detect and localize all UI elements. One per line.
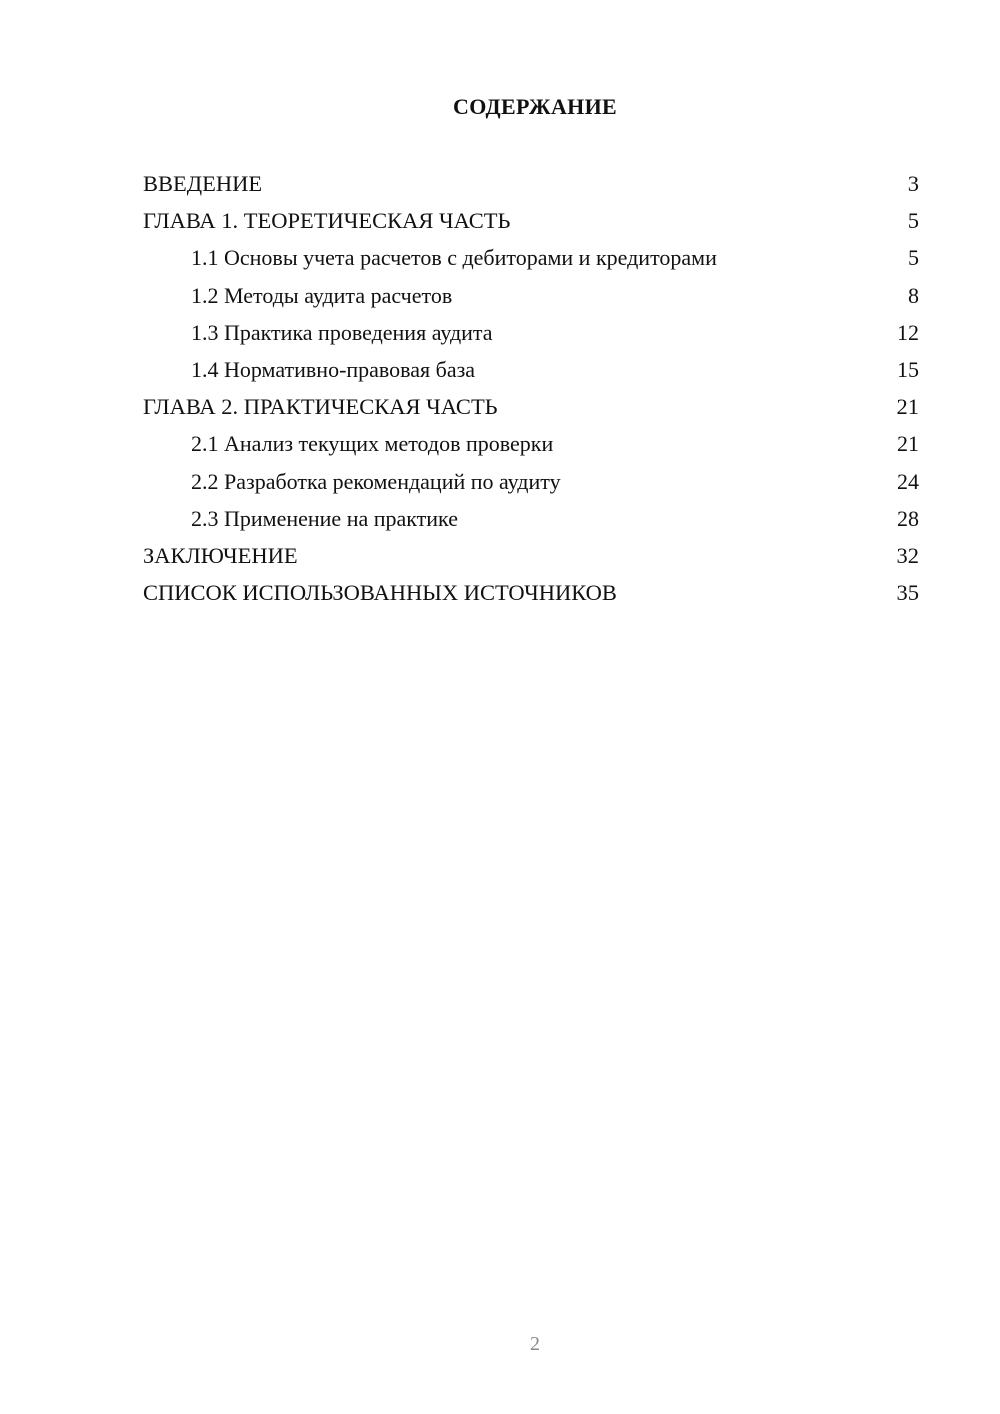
toc-entry-label: 2.3 Применение на практике <box>191 505 458 531</box>
toc-entry-label: ГЛАВА 2. ПРАКТИЧЕСКАЯ ЧАСТЬ <box>143 394 498 420</box>
toc-entry-page: 15 <box>897 356 919 382</box>
toc-entry-page: 12 <box>897 319 919 345</box>
toc-entry-references[interactable] <box>143 574 919 611</box>
toc-entry-label: 1.3 Практика проведения аудита <box>191 319 493 345</box>
toc-entry-section-1-4[interactable] <box>143 351 919 388</box>
toc-entry-section-1-1[interactable] <box>143 239 919 276</box>
toc-entry-page: 5 <box>908 245 919 271</box>
toc-entry-section-2-1[interactable] <box>143 425 919 462</box>
toc-entry-page: 21 <box>896 394 919 420</box>
toc-entry-section-1-2[interactable] <box>143 277 919 314</box>
toc-entry-section-2-3[interactable] <box>143 500 919 537</box>
page-number: 2 <box>530 1333 540 1355</box>
toc-entry-label: СПИСОК ИСПОЛЬЗОВАННЫХ ИСТОЧНИКОВ <box>143 580 617 606</box>
toc-entry-page: 28 <box>897 505 919 531</box>
table-of-contents <box>143 165 919 611</box>
toc-entry-label: ЗАКЛЮЧЕНИЕ <box>143 542 298 568</box>
toc-entry-chapter-1[interactable] <box>143 202 919 239</box>
toc-entry-chapter-2[interactable] <box>143 388 919 425</box>
toc-entry-page: 32 <box>896 542 919 568</box>
toc-entry-page: 5 <box>907 208 919 234</box>
toc-entry-page: 3 <box>907 171 919 196</box>
toc-entry-label: 1.2 Методы аудита расчетов <box>191 282 453 308</box>
toc-entry-page: 8 <box>908 282 919 308</box>
page-title: СОДЕРЖАНИЕ <box>453 94 617 119</box>
toc-entry-label: 1.4 Нормативно-правовая база <box>191 356 476 382</box>
toc-entry-section-2-2[interactable] <box>143 463 919 500</box>
toc-entry-page: 35 <box>896 580 919 606</box>
toc-entry-label: 2.1 Анализ текущих методов проверки <box>191 431 554 457</box>
toc-entry-label: ГЛАВА 1. ТЕОРЕТИЧЕСКАЯ ЧАСТЬ <box>143 208 511 234</box>
toc-entry-label: 1.1 Основы учета расчетов с дебиторами и кредиторами <box>191 245 717 271</box>
toc-entry-page: 21 <box>897 431 919 457</box>
toc-entry-conclusion[interactable] <box>143 537 919 574</box>
toc-entry-introduction[interactable] <box>143 165 919 202</box>
toc-entry-label: 2.2 Разработка рекомендаций по аудиту <box>191 468 561 494</box>
toc-entry-section-1-3[interactable] <box>143 314 919 351</box>
toc-entry-label: ВВЕДЕНИЕ <box>143 171 263 196</box>
toc-entry-page: 24 <box>897 468 919 494</box>
